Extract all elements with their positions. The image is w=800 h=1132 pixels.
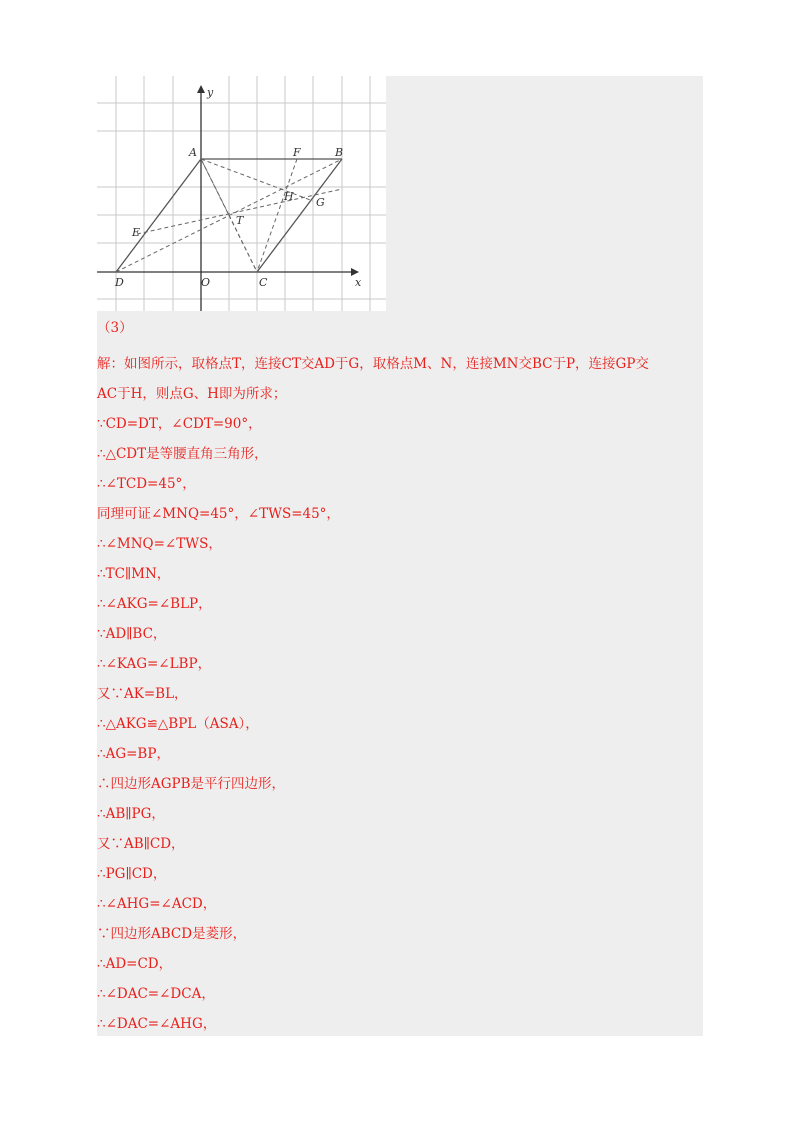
solution-line: ∴TC∥MN， <box>97 566 171 582</box>
label-point-b: B <box>335 146 344 159</box>
label-point-f: F <box>293 146 301 159</box>
solution-line: ∴∠TCD=45°， <box>97 476 196 492</box>
solution-line: AC于H，则点G、H即为所求； <box>97 386 287 402</box>
solution-line: ∴∠AHG=∠ACD， <box>97 896 217 912</box>
solution-line: ∴∠KAG=∠LBP， <box>97 656 212 672</box>
solution-line: ∴AB∥PG， <box>97 806 165 822</box>
solution-line: 解：如图所示，取格点T，连接CT交AD于G，取格点M、N，连接MN交BC于P，连接GP交 <box>97 356 649 372</box>
solution-line: 又∵AB∥CD， <box>97 836 185 852</box>
solution-line: ∵CD=DT，∠CDT=90°， <box>97 416 262 432</box>
solution-line: ∴△AKG≌△BPL（ASA）， <box>97 716 259 732</box>
label-point-t: T <box>236 214 244 227</box>
solution-line: ∴∠DAC=∠AHG， <box>97 1016 217 1032</box>
solution-line: 同理可证∠MNQ=45°，∠TWS=45°， <box>97 506 340 522</box>
label-x-axis: x <box>355 276 362 289</box>
solution-line: ∴AD=CD， <box>97 956 173 972</box>
solution-line: ∴PG∥CD， <box>97 866 167 882</box>
y-axis-arrow <box>197 85 205 93</box>
label-point-h: H <box>284 190 294 203</box>
coordinate-grid-figure <box>97 76 386 311</box>
label-y-axis: y <box>207 86 214 99</box>
solution-line: ∴△CDT是等腰直角三角形， <box>97 446 268 462</box>
label-point-c: C <box>259 276 268 289</box>
label-point-e: E <box>132 226 141 239</box>
label-point-a: A <box>189 146 197 159</box>
solution-line: ∵四边形ABCD是菱形， <box>97 926 247 942</box>
label-point-g: G <box>316 196 325 209</box>
solution-line: ∵AD∥BC， <box>97 626 167 642</box>
label-point-d: D <box>115 276 124 289</box>
solution-line: ∴∠DAC=∠DCA， <box>97 986 215 1002</box>
geometry-figure <box>97 76 386 311</box>
solution-line: ∴∠MNQ=∠TWS， <box>97 536 222 552</box>
part-label: （3） <box>97 320 133 336</box>
solution-line: ∴四边形AGPB是平行四边形， <box>97 776 286 792</box>
x-axis-arrow <box>351 268 359 276</box>
solution-line: ∴AG=BP， <box>97 746 170 762</box>
solution-line: ∴∠AKG=∠BLP， <box>97 596 212 612</box>
grid-lines <box>97 76 386 311</box>
solution-line: 又∵AK=BL， <box>97 686 188 702</box>
label-point-o: O <box>201 276 211 289</box>
